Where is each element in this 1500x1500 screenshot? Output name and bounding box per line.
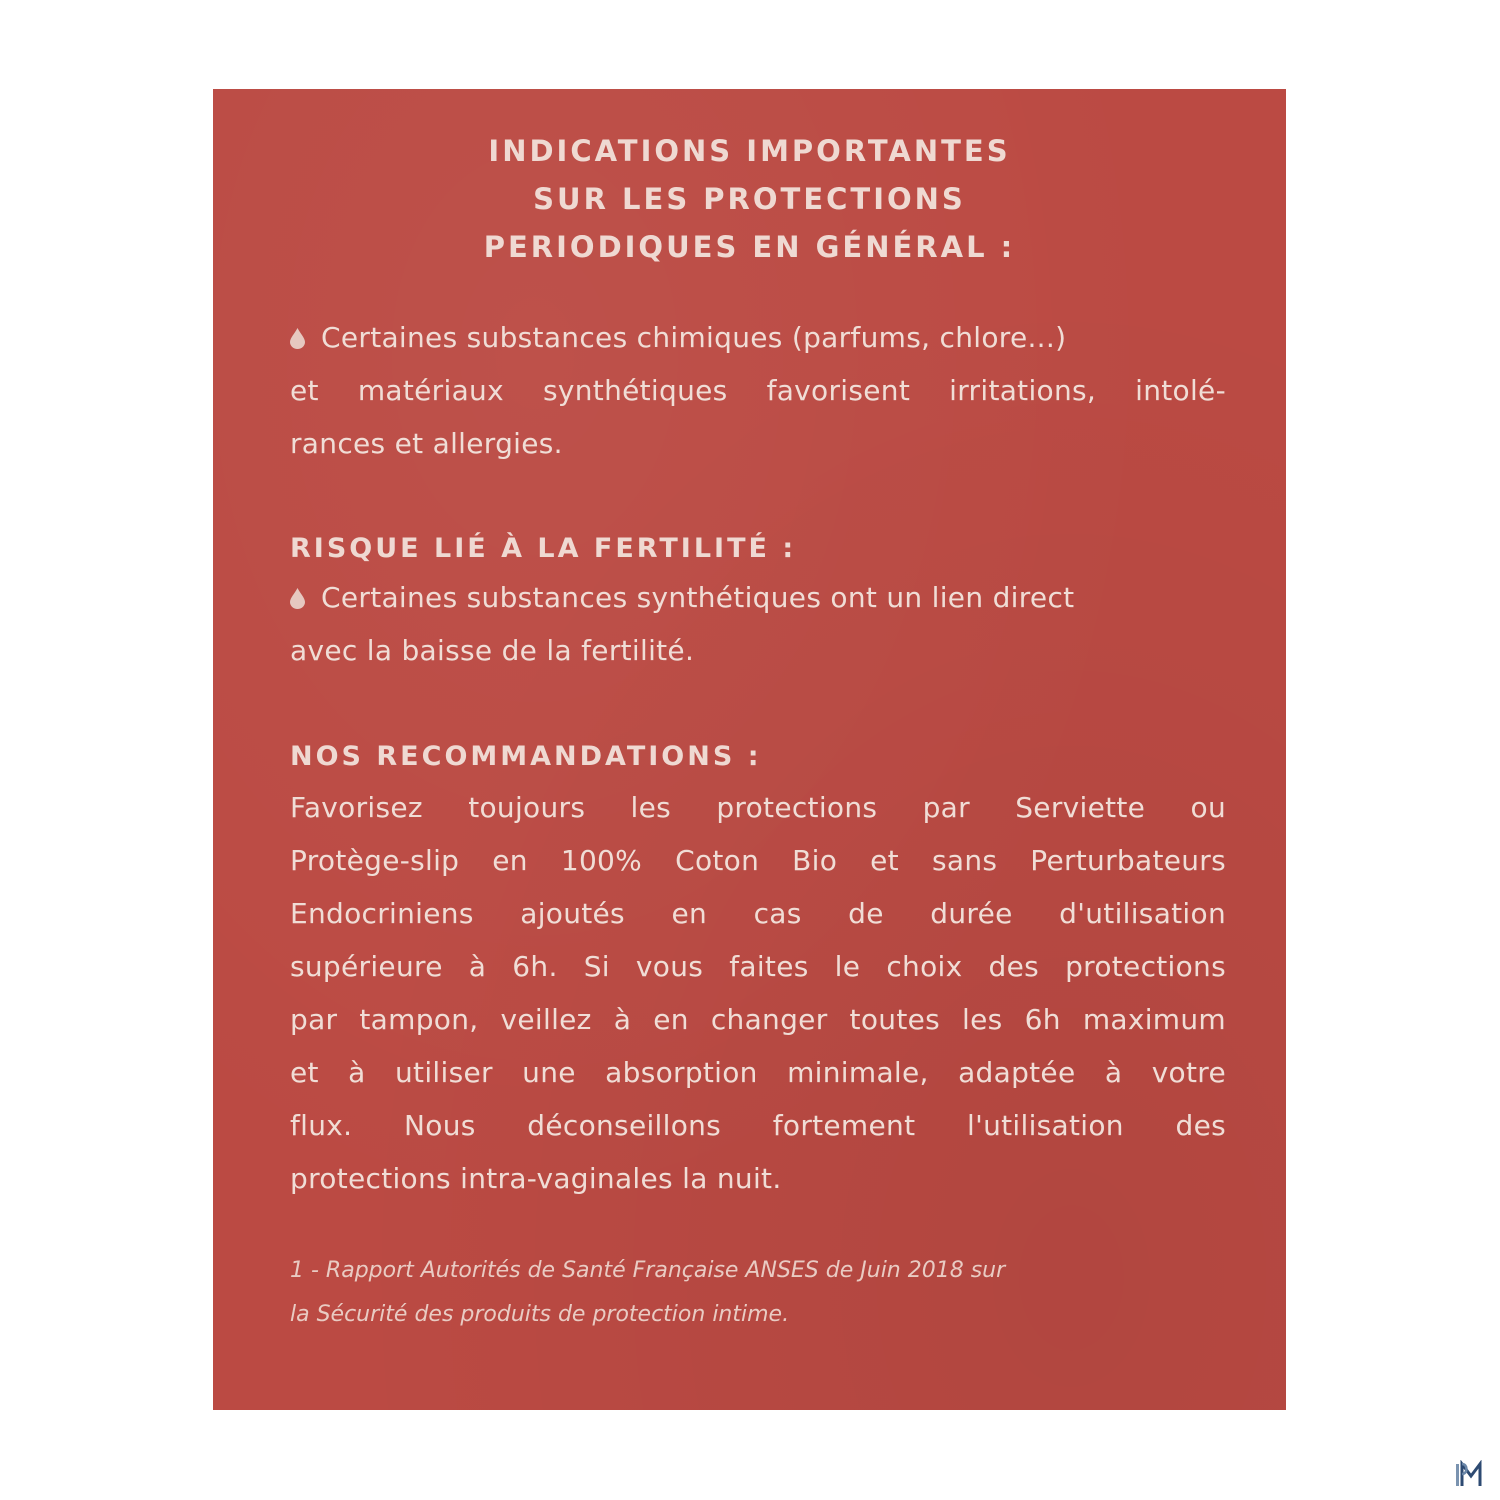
recommendations-line-4: supérieure à 6h. Si vous faites le choix des protections xyxy=(290,950,1226,983)
footnote-line-1: 1 - Rapport Autorités de Santé Française ANSES de Juin 2018 sur xyxy=(290,1258,1006,1283)
recommendations-line-2: Protège-slip en 100% Coton Bio et sans Perturbateurs xyxy=(290,844,1226,877)
recommendations-line-7: flux. Nous déconseillons fortement l'utilisation des xyxy=(290,1109,1226,1142)
footnote-line-2: la Sécurité des produits de protection intime. xyxy=(290,1302,790,1327)
section-chemicals xyxy=(290,311,1226,470)
section-fertility-line-2: avec la baisse de la fertilité. xyxy=(290,634,695,667)
recommendations-line-6: et à utiliser une absorption minimale, adaptée à votre xyxy=(290,1056,1226,1089)
heading-line-1: INDICATIONS IMPORTANTES xyxy=(488,134,1011,168)
section-fertility-line-1 xyxy=(290,571,1226,624)
info-panel xyxy=(213,89,1286,1410)
recommendations-line-5: par tampon, veillez à en changer toutes les 6h maximum xyxy=(290,1003,1226,1036)
section-chemicals-text-1: Certaines substances chimiques (parfums, chlore...) xyxy=(321,321,1067,354)
section-fertility-text-1: Certaines substances synthétiques ont un lien direct xyxy=(321,581,1075,614)
heading-line-3: PERIODIQUES EN GÉNÉRAL : xyxy=(483,230,1016,264)
section-chemicals-line-2: et matériaux synthétiques favorisent irritations, intolé- xyxy=(290,374,1226,407)
droplet-icon xyxy=(290,328,305,349)
section-fertility-title: RISQUE LIÉ À LA FERTILITÉ : xyxy=(290,533,797,564)
section-fertility xyxy=(290,571,1226,677)
section-recommendations xyxy=(290,781,1226,1205)
droplet-icon xyxy=(290,588,305,609)
footnote xyxy=(290,1249,1230,1337)
section-chemicals-line-3: rances et allergies. xyxy=(290,427,563,460)
section-recommendations-title: NOS RECOMMANDATIONS : xyxy=(290,741,762,772)
panel-heading xyxy=(213,127,1286,271)
pm-logo-icon xyxy=(1454,1460,1488,1490)
heading-line-2: SUR LES PROTECTIONS xyxy=(533,182,966,216)
recommendations-line-3: Endocriniens ajoutés en cas de durée d'utilisation xyxy=(290,897,1226,930)
section-chemicals-line-1 xyxy=(290,311,1226,364)
recommendations-line-1: Favorisez toujours les protections par Serviette ou xyxy=(290,791,1226,824)
recommendations-line-8: protections intra-vaginales la nuit. xyxy=(290,1162,782,1195)
